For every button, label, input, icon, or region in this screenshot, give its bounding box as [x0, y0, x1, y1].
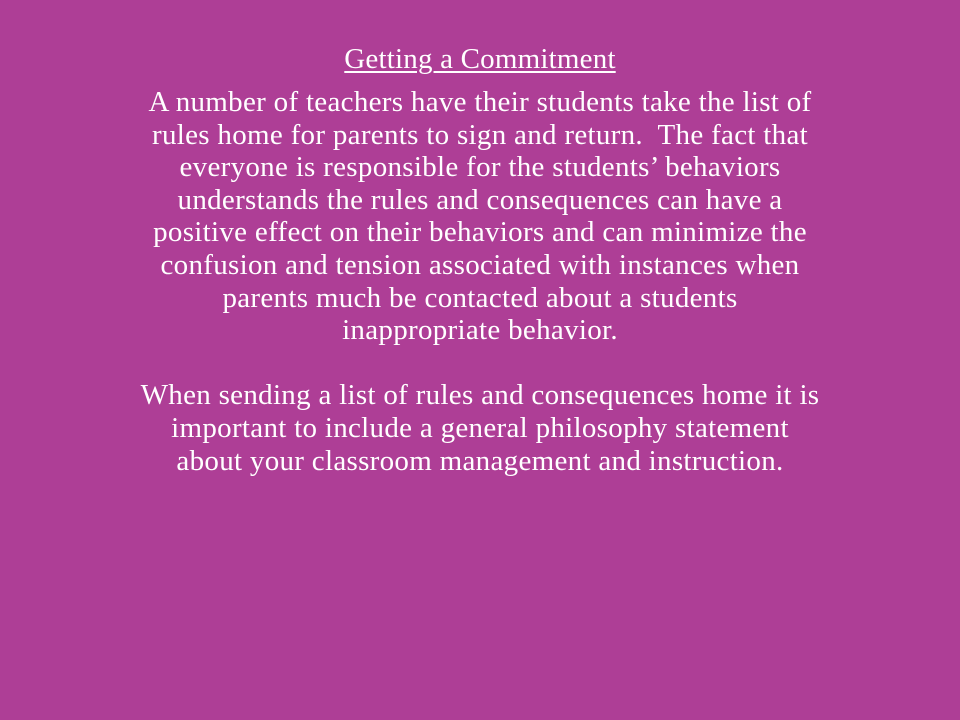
slide-title: Getting a Commitment: [344, 43, 616, 75]
body-paragraph-1: A number of teachers have their students take the list of rules home for parents to sign and return. The fact that everyone is responsible for the students’ behaviors understands the rules and consequences can have a positive effect on their behaviors and can minimize the confusion and tension associated with instances when parents much be contacted about a students inappropriate behavior.: [148, 86, 820, 347]
body-paragraph-2: When sending a list of rules and consequences home it is important to include a general philosophy statement about your classroom management and instruction.: [140, 379, 827, 477]
slide-body: [140, 86, 827, 477]
